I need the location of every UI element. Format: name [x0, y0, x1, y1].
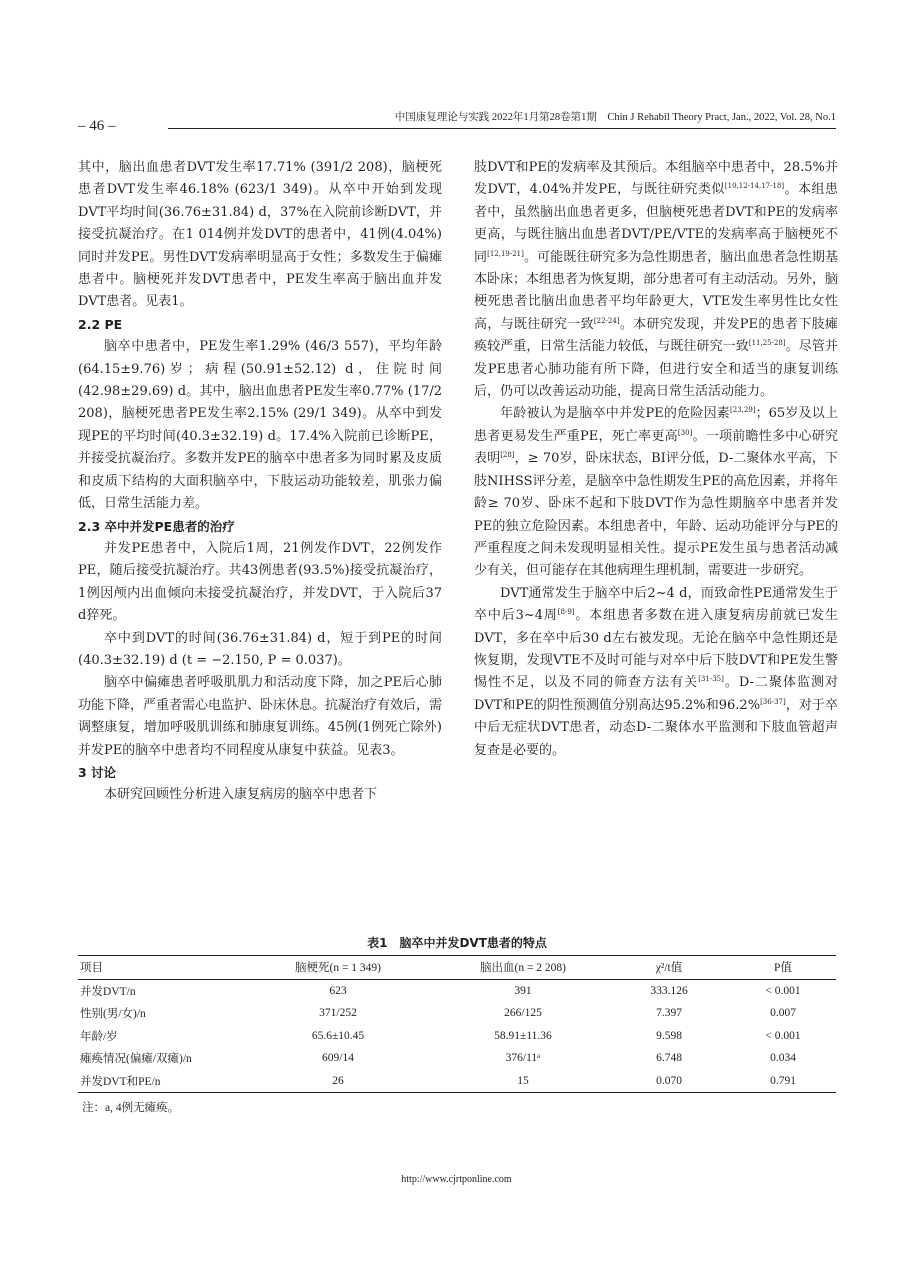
paragraph-dvt-timing: DVT通常发生于脑卒中后2~4 d，而致命性PE通常发生于卒中后3~4周[8-9]。本组患者多数在进入康复病房前就已发生DVT，多在卒中后30 d左右被发现。无论在脑卒中急性期还是恢复期，发现VTE不及时可能与对卒中后下肢DVT和PE发生警惕性不足，以及不同的筛查方法有关[31-35]。D-二聚体监测对DVT和PE的阴性预测值分别高达95.2%和96.2%[36-37]，对于卒中后无症状DVT患者，动态D-二聚体水平监测和下肢血管超声复查是必要的。: [474, 585, 838, 758]
citation: [10,12-14,17-18]: [724, 182, 785, 191]
table-row: [78, 979, 836, 1002]
table-row: [78, 1002, 836, 1025]
paragraph-age-risk: 年龄被认为是脑卒中并发PE的危险因素[23,29]；65岁及以上患者更易发生严重PE，死亡率更高[30]。一项前瞻性多中心研究表明[28]，≥ 70岁，卧床状态，BI评分低，D-二聚体水平高，下肢NIHSS评分差，是脑卒中急性期发生PE的高危因素，并将年龄≥ 70岁、卧床不起和下肢DVT作为急性期脑卒中患者并发PE的独立危险因素。本组患者中，年龄、运动功能评分与PE的严重程度之间未发现明显相关性。提示PE发生虽与患者活动减少有关，但可能存在其他病理生理机制，需要进一步研究。: [474, 406, 838, 579]
table-cell: 65.6±10.45: [311, 1029, 365, 1042]
page-number: – 46 –: [78, 118, 116, 134]
table-footnote: 注：a, 4例无瘫痪。: [82, 1102, 180, 1114]
table-cell: 0.070: [656, 1074, 682, 1087]
table-cell: 9.598: [656, 1029, 682, 1042]
table-cell: 年龄/岁: [80, 1030, 118, 1043]
table-cell: 瘫痪情况(偏瘫/双瘫)/n: [80, 1053, 192, 1066]
table-header-cell: 脑出血(n = 2 208): [479, 962, 567, 975]
journal-running-head: 中国康复理论与实践 2022年1月第28卷第1期 Chin J Rehabil Theory Pract, Jan., 2022, Vol. 28, No.1: [394, 112, 836, 123]
citation: [11,25-28]: [748, 339, 786, 348]
citation: [31-35]: [698, 675, 724, 684]
table-cell: 并发DVT和PE/n: [80, 1075, 161, 1088]
table-cell: 7.397: [656, 1007, 682, 1020]
citation: [36-37]: [760, 697, 786, 706]
table-header-cell: 项目: [80, 962, 103, 975]
table-cell: 391: [514, 984, 532, 997]
table-cell: 58.91±11.36: [494, 1029, 552, 1042]
citation: [23,29]: [730, 406, 756, 415]
table-cell: 609/14: [322, 1052, 354, 1065]
page-header: [78, 106, 836, 136]
table-cell: 并发DVT/n: [80, 985, 136, 998]
table-cell: 623: [329, 984, 347, 997]
table-cell: 371/252: [319, 1007, 357, 1020]
table-row: [78, 1025, 836, 1048]
table-header-cell: χ²/t值: [655, 962, 683, 975]
paragraph-discussion-continued: 肢DVT和PE的发病率及其预后。本组脑卒中患者中，28.5%并发DVT，4.04%并发PE，与既往研究类似[10,12-14,17-18]。本组患者中，虽然脑出血患者更多，但脑梗死患者DVT和PE的发病率更高，与既往脑出血患者DVT/PE/VTE的发病率高于脑梗死不同[12,19-21]。可能既往研究多为急性期患者，脑出血患者急性期基本卧床；本组患者为恢复期，部分患者可有主动活动。另外，脑梗死患者比脑出血患者平均年龄更大，VTE发生率男性比女性高，与既往研究一致[22-24]。本研究发现，并发PE的患者下肢瘫痪较严重，日常生活能力较低，与既往研究一致[11,25-28]。尽管并发PE患者心肺功能有所下降，但进行安全和适当的康复训练后，仍可以改善运动功能，提高日常生活活动能力。: [474, 160, 839, 400]
table-cell: 15: [517, 1074, 529, 1087]
citation: [12,19-21]: [487, 249, 524, 258]
paragraph-time-comparison: 卒中到DVT的时间(36.76±31.84) d，短于到PE的时间(40.3±32.19) d (t = −2.150, P = 0.037)。: [78, 630, 442, 668]
table-cell: < 0.001: [765, 984, 801, 997]
paragraph-pe-results: 脑卒中患者中，PE发生率1.29% (46/3 557)，平均年龄(64.15±9.76)岁；病程(50.91±52.12) d，住院时间(42.98±29.69) d。其中，脑出血患者PE发生率0.77% (17/2 208)，脑梗死患者PE发生率2.15% (29/1 349)。从卒中到发现PE的平均时间(40.3±32.19) d。17.4%入院前已诊断PE，并接受抗凝治疗。多数并发PE的脑卒中患者多为同时累及皮质和皮质下结构的大面积脑卒中，下肢运动功能较差，肌张力偏低，日常生活能力差。: [78, 339, 442, 512]
section-heading-3: 3 讨论: [78, 764, 117, 780]
citation: [28]: [500, 451, 515, 460]
table-row: [78, 1070, 836, 1093]
table-cell: 26: [332, 1074, 344, 1087]
paragraph-pe-treatment: 并发PE患者中，入院后1周，21例发作DVT，22例发作PE，随后接受抗凝治疗。共43例患者(93.5%)接受抗凝治疗，1例因颅内出血倾向未接受抗凝治疗，并发DVT，于入院后37 d猝死。: [78, 540, 442, 624]
data-table: [78, 955, 836, 1093]
section-heading-2-3: 2.3 卒中并发PE患者的治疗: [78, 518, 235, 534]
table-cell: 333.126: [650, 984, 688, 997]
table-cell: 0.034: [770, 1052, 796, 1065]
footer-url: http://www.cjrtponline.com: [401, 1174, 512, 1185]
table-cell: 6.748: [656, 1052, 682, 1065]
table-header-cell: P值: [774, 962, 792, 975]
left-column: [78, 157, 442, 807]
citation: [30]: [677, 428, 693, 437]
table-caption: 表1 脑卒中并发DVT患者的特点: [367, 936, 547, 950]
table-cell: 性别(男/女)/n: [80, 1008, 146, 1021]
table-cell: 0.007: [770, 1007, 796, 1020]
table-cell: 376/11ᵃ: [505, 1052, 541, 1065]
paragraph-rehab-benefit: 脑卒中偏瘫患者呼吸肌肌力和活动度下降，加之PE后心肺功能下降，严重者需心电监护、卧床休息。抗凝治疗有效后，需调整康复，增加呼吸肌训练和肺康复训练。45例(1例死亡除外)并发PE的脑卒中患者均不同程度从康复中获益。见表3。: [78, 675, 443, 758]
table-row: [78, 1047, 836, 1070]
right-column: [474, 157, 838, 762]
table-header-cell: 脑梗死(n = 1 349): [294, 962, 382, 975]
section-heading-2-2: 2.2 PE: [78, 316, 123, 332]
paragraph-discussion-start: 本研究回顾性分析进入康复病房的脑卒中患者下: [104, 787, 378, 803]
citation: [22-24]: [593, 316, 620, 325]
header-rule: [168, 128, 836, 129]
table-1: [78, 933, 836, 1115]
table-cell: 0.791: [770, 1074, 796, 1087]
table-header-row: [78, 956, 836, 980]
table-cell: < 0.001: [765, 1029, 801, 1042]
citation: [8-9]: [557, 608, 575, 617]
table-cell: 266/125: [504, 1007, 542, 1020]
paragraph-dvt-results: 其中，脑出血患者DVT发生率17.71% (391/2 208)，脑梗死患者DVT发生率46.18% (623/1 349)。从卒中开始到发现DVT平均时间(36.76±31.84) d，37%在入院前诊断DVT，并接受抗凝治疗。在1 014例并发DVT的患者中，41例(4.04%)同时并发PE。男性DVT发病率明显高于女性；多数发生于偏瘫患者中。脑梗死并发DVT患者中，PE发生率高于脑出血并发DVT患者。见表1。: [78, 160, 442, 310]
